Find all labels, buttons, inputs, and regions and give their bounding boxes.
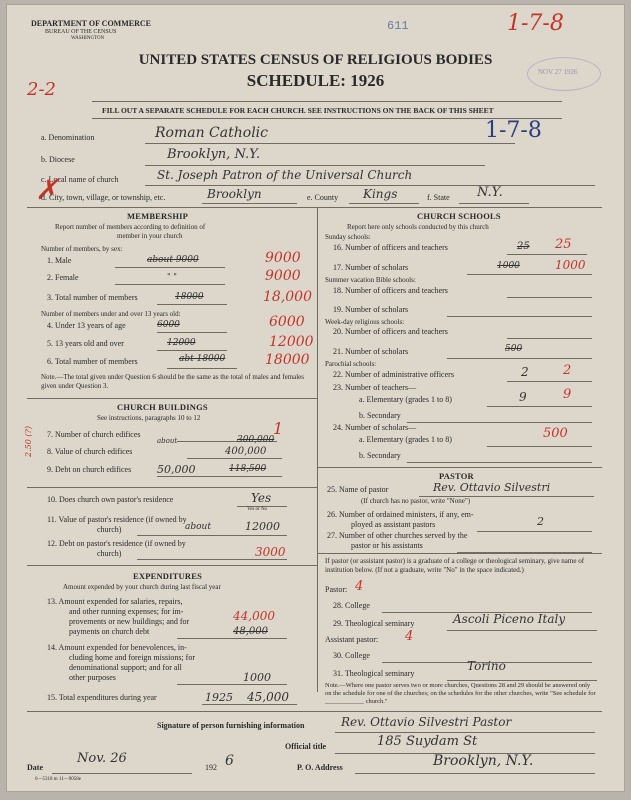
assistant-pastor-label: Assistant pastor: [325,635,379,644]
q13-value: 44,000 [233,609,275,623]
q8-value: 400,000 [225,446,267,457]
parochial-schools-label: Parochial schools: [325,360,377,368]
q8-about-note: about [157,437,178,445]
q22-value: 2 [563,363,572,378]
year-value: 6 [225,753,234,769]
city-value: Brooklyn [207,187,262,201]
instructions-banner: FILL OUT A SEPARATE SCHEDULE FOR EACH CHURCH. SEE INSTRUCTIONS ON THE BACK OF THIS SHEET [102,106,494,115]
membership-intro-2: member in your church [117,232,183,240]
q26-label: 26. Number of ordained ministers, if any, em- [327,510,474,519]
q17-old-value: 1000 [497,261,520,271]
q5-old-value: 12000 [167,338,196,348]
red-code: 1-7-8 [507,11,564,36]
weekday-schools-label: Week-day religious schools: [325,318,405,326]
summer-schools-label: Summer vacation Bible schools: [325,276,416,284]
q10-hint: Yes or No [247,507,268,512]
q23-label: 23. Number of teachers— [333,383,417,392]
q6-label: 6. Total number of members [47,357,138,366]
local-name-label: c. Local name of church [41,175,119,184]
q11-label-2: church) [97,525,122,534]
official-title-value: 185 Suydam St [377,734,478,749]
state-value: N.Y. [477,185,503,200]
q25-value: Rev. Ottavio Silvestri [433,481,551,494]
county-label: e. County [307,193,339,202]
bureau-label: BUREAU OF THE CENSUS [45,29,117,35]
q9-label: 9. Debt on church edifices [47,465,132,474]
q30-label: 30. College [333,651,370,660]
q15-label: 15. Total expenditures during year [47,693,157,702]
q10-label: 10. Does church own pastor's residence [47,495,174,504]
official-title-label: Official title [285,742,327,751]
members-by-sex-label: Number of members, by sex: [41,245,123,253]
q1-label: 1. Male [47,256,72,265]
q15-year: 1925 [205,691,233,704]
q13-label-2: and other running expenses; for im- [69,607,184,616]
q7-value: 1 [273,419,284,438]
church-buildings-sub: See instructions, paragraphs 10 to 12 [97,414,201,422]
q14-label-3: denominational support; and for all [69,663,182,672]
q10-value: Yes [251,491,272,505]
q11-about: about [185,522,211,532]
q9-old-value: 118,500 [229,464,267,474]
q13-label-1: 13. Amount expended for salaries, repairs, [47,597,183,606]
pastor-sub-label: Pastor: [325,585,348,594]
q31-value: Torino [467,659,506,673]
q2-old-value: " " [167,272,177,281]
q24b-label: b. Secondary [359,451,401,460]
department-label: DEPARTMENT OF COMMERCE [31,19,152,28]
q13-label-3: provements or new buildings; and for [69,617,190,626]
q5-label: 5. 13 years old and over [47,339,124,348]
census-schedule-sheet [6,4,625,792]
q11-value: 12000 [245,520,280,533]
q4-value: 6000 [269,314,305,330]
q22-old-value: 2 [521,365,529,379]
date-label: Date [27,763,43,772]
q18-label: 18. Number of officers and teachers [333,286,448,295]
q12-value: 3000 [255,545,286,559]
graduate-note: If pastor (or assistant pastor) is a graduate of a college or theological seminary, give name of institution below. (If not a graduate, write "No" in the space indicated.) [325,557,585,574]
q25-note: (If church has no pastor, write "None") [361,497,471,505]
q14-label-2: cluding home and foreign missions; for [69,653,195,662]
q16-value: 25 [555,237,572,252]
q12-label-2: church) [97,549,122,558]
pastor-mark: 4 [355,579,364,594]
state-label: f. State [427,193,450,202]
q8-old-value: 300,000 [237,435,275,445]
denomination-label: a. Denomination [41,133,95,142]
q23a-label: a. Elementary (grades 1 to 8) [359,395,452,404]
q23b-label: b. Secondary [359,411,401,420]
city-town-label: d. City, town, village, or township, etc. [41,193,166,202]
q1-old-value: about 9000 [147,255,199,265]
diocese-label: b. Diocese [41,155,75,164]
q14-value: 1000 [243,671,271,684]
church-buildings-heading: CHURCH BUILDINGS [117,402,208,412]
q13-old-value: 48,000 [233,626,268,637]
local-name-value: St. Joseph Patron of the Universal Church [157,168,413,182]
q24a-value: 500 [543,426,568,441]
q9-value: 50,000 [157,463,196,476]
form-title: UNITED STATES CENSUS OF RELIGIOUS BODIES [138,52,493,68]
signature-label: Signature of person furnishing information [157,721,305,730]
q23a-value: 9 [563,387,572,402]
po-address-label: P. O. Address [297,763,343,772]
q27-label: 27. Number of other churches served by the [327,531,468,540]
q26-value: 2 [537,515,544,528]
q29-label: 29. Theological seminary [333,619,415,628]
q13-label-4: payments on church debt [69,627,150,636]
q29-value: Ascoli Piceno Italy [453,612,566,626]
q15-value: 45,000 [247,690,289,704]
signature-value: Rev. Ottavio Silvestri Pastor [341,715,512,729]
q17-label: 17. Number of scholars [333,263,409,272]
q12-label: 12. Debt on pastor's residence (if owned by [47,539,186,548]
q11-label: 11. Value of pastor's residence (if owned by [47,515,187,524]
blue-code: 1-7-8 [485,118,542,143]
denomination-value: Roman Catholic [155,125,268,141]
q25-label: 25. Name of pastor [327,485,389,494]
q21-value: 500 [505,344,523,354]
date-value: Nov. 26 [77,751,127,766]
q7-label: 7. Number of church edifices [47,430,141,439]
q31-label: 31. Theological seminary [333,669,415,678]
q21-label: 21. Number of scholars [333,347,409,356]
q26-label-2: ployed as assistant pastors [351,520,436,529]
q6-value: 18000 [265,352,310,368]
membership-intro-1: Report number of members according to definition of [55,223,206,231]
margin-red-note: 2.50 (?) [23,426,33,457]
q2-value: 9000 [265,268,301,284]
q4-old-value: 6000 [157,320,180,330]
q3-value: 18,000 [263,289,312,305]
received-date: NOV 27 1926 [538,68,578,76]
form-number: 6—5318 m 11—9058e [35,777,81,782]
po-address-value: Brooklyn, N.Y. [433,753,534,769]
assistant-mark: 4 [405,629,414,644]
q23a-old-value: 9 [519,390,527,404]
q24-label: 24. Number of scholars— [333,423,417,432]
diocese-value: Brooklyn, N.Y. [167,147,261,162]
q20-label: 20. Number of officers and teachers [333,327,448,336]
q6-old-value: abt 18000 [179,354,226,364]
sunday-schools-label: Sunday schools: [325,233,371,241]
q16-old-value: 25 [517,241,530,252]
q3-old-value: 18000 [175,292,204,302]
expenditures-sub: Amount expended by your church during last fiscal year [63,583,221,591]
q2-label: 2. Female [47,273,79,282]
q1-value: 9000 [265,250,301,266]
q8-label: 8. Value of church edifices [47,447,133,456]
q5-value: 12000 [269,334,314,350]
age-intro-label: Number of members under and over 13 years old: [41,310,181,318]
church-schools-sub: Report here only schools conducted by this church [347,223,489,231]
left-red-mark: 2-2 [27,79,56,100]
membership-note: Note.—The total given under Question 6 should be the same as the total of males and females given under Question 3. [41,373,305,390]
county-value: Kings [363,187,398,201]
membership-heading: MEMBERSHIP [127,211,189,221]
q22-label: 22. Number of administrative officers [333,370,454,379]
q4-label: 4. Under 13 years of age [47,321,126,330]
pastor-heading: PASTOR [439,471,474,481]
q27-label-2: pastor or his assistants [351,541,423,550]
q14-label-4: other purposes [69,673,116,682]
q24a-label: a. Elementary (grades 1 to 8) [359,435,452,444]
church-schools-heading: CHURCH SCHOOLS [417,211,501,221]
city-label: WASHINGTON [71,36,105,41]
q14-label-1: 14. Amount expended for benevolences, in- [47,643,187,652]
stamp-number: 611 [387,19,409,33]
pastor-note: Note.—Where one pastor serves two or more churches, Questions 28 and 29 should be answered only on the schedule for one of the churches; on the schedules for the other churches, write "See schedule for ____________ church." [325,682,596,705]
q28-label: 28. College [333,601,370,610]
q3-label: 3. Total number of members [47,293,138,302]
red-x-mark: ✗ [35,173,59,206]
schedule-title: SCHEDULE: 1926 [246,71,385,90]
year-prefix: 192 [205,763,217,772]
q16-label: 16. Number of officers and teachers [333,243,448,252]
q19-label: 19. Number of scholars [333,305,409,314]
expenditures-heading: EXPENDITURES [133,571,202,581]
q17-value: 1000 [555,258,586,272]
